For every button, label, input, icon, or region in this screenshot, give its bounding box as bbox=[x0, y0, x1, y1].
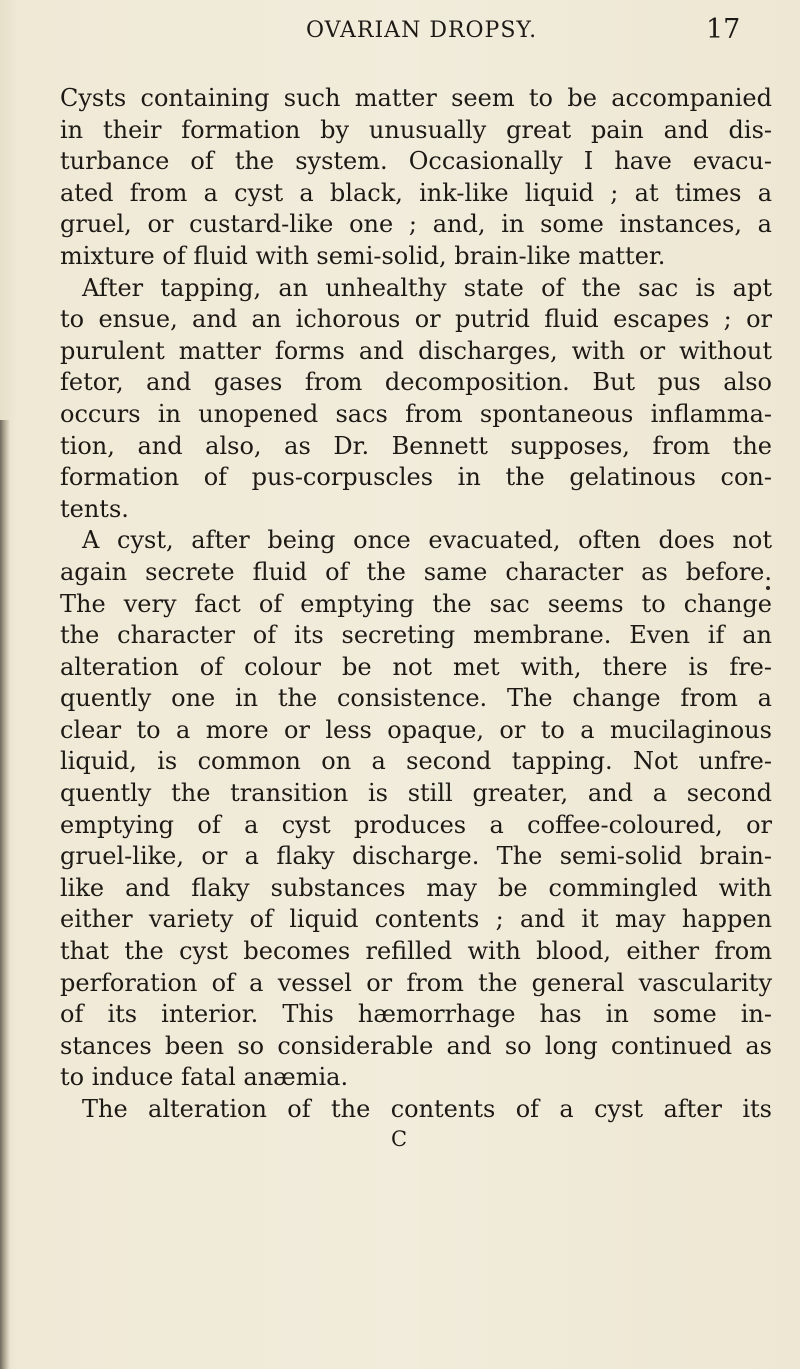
text-line: in their formation by unusually great pain and dis- bbox=[60, 115, 772, 144]
text-line: gruel-like, or a flaky discharge. The semi-solid brain- bbox=[60, 842, 772, 871]
text-line: of its interior. This hæmorrhage has in some in- bbox=[60, 1000, 772, 1029]
text-line: gruel, or custard-like one ; and, in some instances, a bbox=[60, 210, 772, 239]
body-text bbox=[60, 83, 772, 1126]
text-line: to induce fatal anæmia. bbox=[60, 1063, 349, 1092]
text-line: emptying of a cyst produces a coffee-coloured, or bbox=[60, 810, 772, 839]
text-line: again secrete fluid of the same character as before. bbox=[60, 557, 772, 586]
text-line: occurs in unopened sacs from spontaneous inflamma- bbox=[60, 399, 772, 428]
text-line: ated from a cyst a black, ink-like liquid ; at times a bbox=[60, 178, 772, 207]
ink-speck bbox=[766, 586, 770, 590]
text-line: either variety of liquid contents ; and it may happen bbox=[60, 905, 772, 934]
text-line: tents. bbox=[60, 494, 129, 523]
text-line: Cysts containing such matter seem to be accompanied bbox=[60, 84, 772, 112]
text-line: like and flaky substances may be commingled with bbox=[60, 873, 772, 902]
text-line: the character of its secreting membrane. Even if an bbox=[60, 621, 772, 650]
signature-mark: C bbox=[391, 1127, 408, 1151]
text-line: stances been so considerable and so long continued as bbox=[60, 1031, 772, 1060]
text-line: turbance of the system. Occasionally I have evacu- bbox=[60, 147, 772, 176]
text-line: mixture of fluid with semi-solid, brain-like matter. bbox=[60, 241, 666, 270]
text-line: perforation of a vessel or from the general vascularity bbox=[60, 968, 772, 997]
text-line: The very fact of emptying the sac seems to change bbox=[60, 589, 772, 618]
running-head bbox=[0, 14, 800, 54]
paragraph-first-line: After tapping, an unhealthy state of the sac is apt bbox=[82, 273, 772, 302]
running-head-title: OVARIAN DROPSY. bbox=[306, 18, 538, 43]
paragraph-first-line: A cyst, after being once evacuated, often does not bbox=[82, 526, 772, 555]
text-line: fetor, and gases from decomposition. But pus also bbox=[60, 368, 772, 397]
text-line: alteration of colour be not met with, there is fre- bbox=[60, 652, 772, 681]
text-line: tion, and also, as Dr. Bennett supposes, from the bbox=[60, 431, 772, 460]
text-line: that the cyst becomes refilled with blood, either from bbox=[60, 937, 772, 966]
text-line: purulent matter forms and discharges, with or without bbox=[60, 336, 772, 365]
paragraph-first-line: The alteration of the contents of a cyst after its bbox=[82, 1095, 772, 1123]
text-line: quently one in the consistence. The change from a bbox=[60, 684, 772, 713]
text-line: clear to a more or less opaque, or to a mucilaginous bbox=[60, 715, 772, 744]
page-number: 17 bbox=[706, 14, 741, 45]
text-line: to ensue, and an ichorous or putrid fluid escapes ; or bbox=[60, 305, 772, 334]
text-line: liquid, is common on a second tapping. Not unfre- bbox=[60, 747, 772, 776]
text-line: formation of pus-corpuscles in the gelatinous con- bbox=[60, 463, 772, 492]
binding-edge bbox=[0, 420, 10, 1369]
text-line: quently the transition is still greater, and a second bbox=[60, 779, 772, 808]
